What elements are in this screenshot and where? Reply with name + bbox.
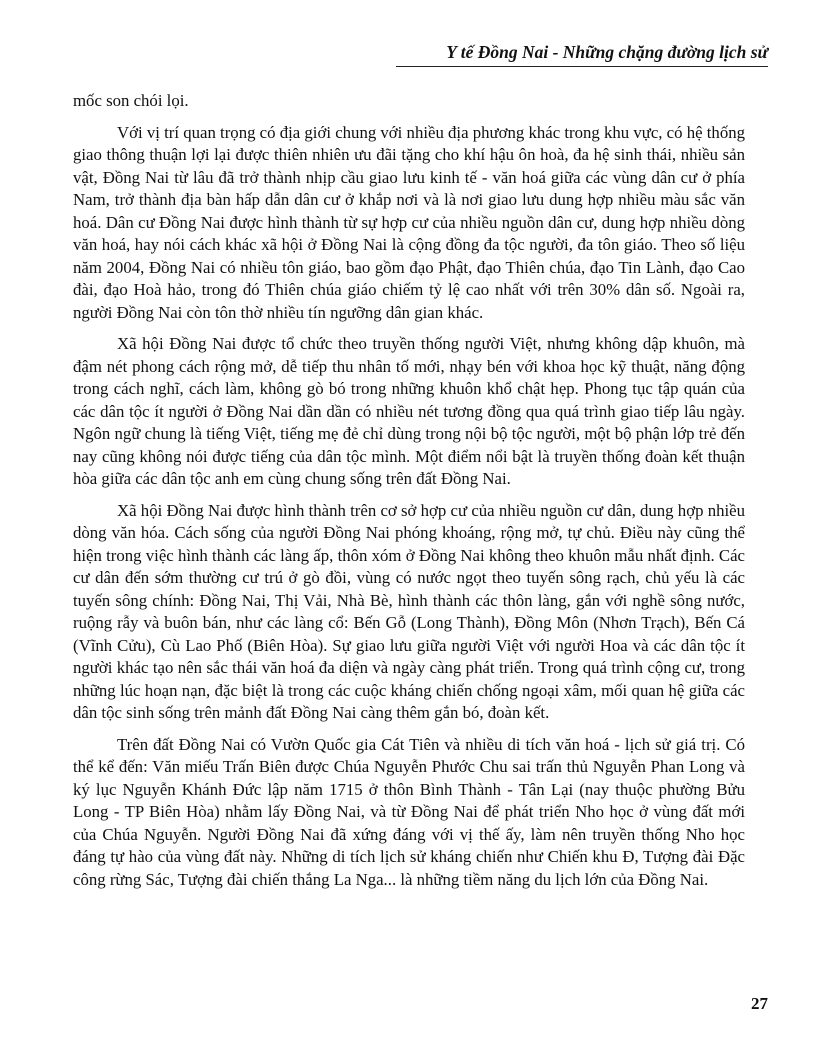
paragraph-settlement-history: Xã hội Đồng Nai được hình thành trên cơ sở hợp cư của nhiều nguồn cư dân, dung hợp nhiều dòng văn hóa. Cách sống của người Đồng Nai phóng khoáng, rộng mở, tự chủ. Điều này cũng thể hiện trong việc hình thành các làng ấp, thôn xóm ở Đồng Nai không theo khuôn mẫu nhất định. Các cư dân đến sớm thường cư trú ở gò đồi, vùng có nước ngọt theo tuyến sông rạch, chủ yếu là các tuyến sông chính: Đồng Nai, Thị Vải, Nhà Bè, hình thành các thôn làng, gắn với nghề sông nước, ruộng rẫy và buôn bán, như các làng cổ: Bến Gỗ (Long Thành), Đồng Môn (Nhơn Trạch), Bến Cá (Vĩnh Cửu), Cù Lao Phố (Biên Hòa). Sự giao lưu giữa người Việt với người Hoa và các dân tộc ít người khác tạo nên sắc thái văn hoá đa diện và ngày càng phát triển. Trong quá trình cộng cư, trong những lúc hoạn nạn, đặc biệt là trong các cuộc kháng chiến chống ngoại xâm, mối quan hệ giữa các dân tộc sinh sống trên mảnh đất Đồng Nai càng thêm gắn bó, đoàn kết. — [73, 500, 745, 722]
paragraph-heritage-sites: Trên đất Đồng Nai có Vườn Quốc gia Cát Tiên và nhiều di tích văn hoá - lịch sử giá trị. Có thể kể đến: Văn miếu Trấn Biên được Chúa Nguyễn Phước Chu sai trấn thủ Nguyễn Phan Long và ký lục Nguyễn Khánh Đức lập năm 1715 ở thôn Bình Thành - Tân Lại (nay thuộc phường Bửu Long - TP Biên Hòa) nhằm lấy Đồng Nai, và từ Đồng Nai để phát triển Nho học ở vùng đất mới của Chúa Nguyễn. Người Đồng Nai đã xứng đáng với vị thế ấy, làm nên truyền thống Nho học đáng tự hào của vùng đất này. Những di tích lịch sử kháng chiến như Chiến khu Đ, Tượng đài Đặc công rừng Sác, Tượng đài chiến thắng La Nga... là những tiềm năng du lịch lớn của Đồng Nai. — [73, 734, 745, 889]
running-header-title: Y tế Đồng Nai - Những chặng đường lịch sử — [396, 42, 768, 67]
paragraph-continuation: mốc son chói lọi. — [73, 91, 189, 110]
paragraph-society-traditions: Xã hội Đồng Nai được tổ chức theo truyền thống người Việt, nhưng không dập khuôn, mà đậm nét phong cách rộng mở, dễ tiếp thu nhân tố mới, nhạy bén với khoa học kỹ thuật, năng động trong cách nghĩ, cách làm, không gò bó trong những khuôn khổ chật hẹp. Phong tục tập quán của các dân tộc ít người ở Đồng Nai dần dần có nhiều nét tương đồng qua quá trình giao tiếp lâu ngày. Ngôn ngữ chung là tiếng Việt, tiếng mẹ đẻ chỉ dùng trong nội bộ tộc người, một bộ phận lớp trẻ đến nay cũng không nói được tiếng của dân tộc mình. Một điểm nổi bật là truyền thống đoàn kết thuận hòa giữa các dân tộc anh em cùng chung sống trên đất Đồng Nai. — [73, 334, 745, 488]
body-text — [73, 90, 745, 900]
page-number: 27 — [751, 994, 768, 1013]
paragraph-geography-culture: Với vị trí quan trọng có địa giới chung với nhiều địa phương khác trong khu vực, có hệ thống giao thông thuận lợi lại được thiên nhiên ưu đãi tặng cho khí hậu ôn hoà, đa hệ sinh thái, nhiều sản vật, Đồng Nai từ lâu đã trở thành nhịp cầu giao lưu kinh tế - văn hoá giữa các vùng dân cư ở phía Nam, trở thành địa bàn hấp dẫn dân cư ở khắp nơi và là nơi giao lưu dung hợp nhiều màu sắc văn hoá. Dân cư Đồng Nai được hình thành từ sự hợp cư của nhiều nguồn dân cư, dung hợp nhiều dòng văn hoá, hay nói cách khác xã hội ở Đồng Nai là cộng đồng đa tộc người, đa tôn giáo. Theo số liệu năm 2004, Đồng Nai có nhiều tôn giáo, bao gồm đạo Phật, đạo Thiên chúa, đạo Tin Lành, đạo Cao đài, đạo Hoà hảo, trong đó Thiên chúa giáo chiếm tỷ lệ cao nhất với trên 30% dân số. Ngoài ra, người Đồng Nai còn tôn thờ nhiều tín ngưỡng dân gian khác. — [73, 122, 745, 322]
